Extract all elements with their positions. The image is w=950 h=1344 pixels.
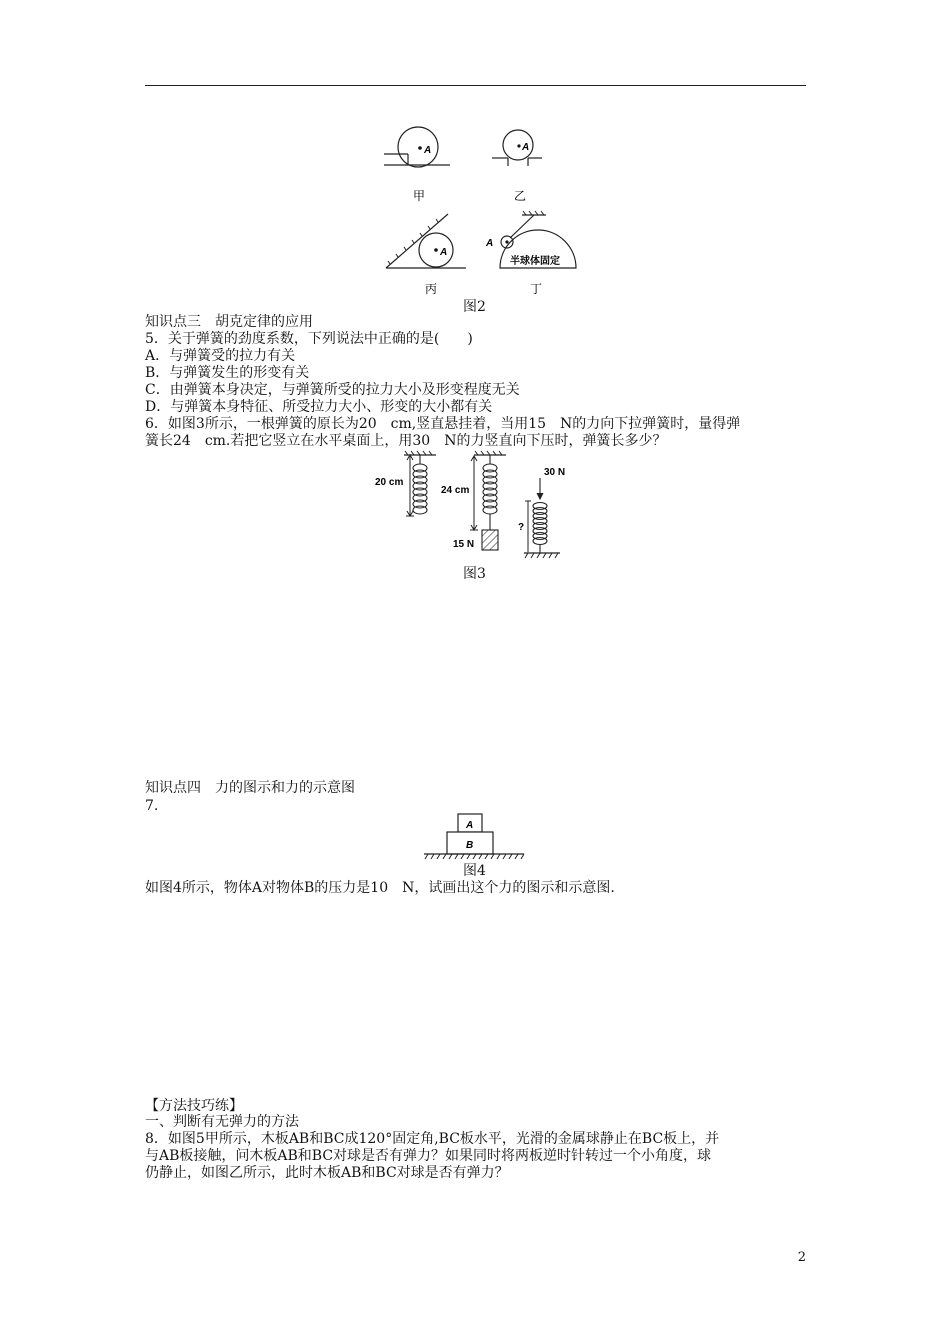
question-6-line-1: 6．如图3所示，一根弹簧的原长为20 cm,竖直悬挂着，当用15 N的力向下拉弹簧时，量得弹	[145, 416, 741, 432]
header-rule	[145, 85, 806, 86]
svg-text:A: A	[522, 142, 530, 153]
svg-text:A: A	[466, 820, 474, 831]
method-heading: 【方法技巧练】	[145, 1098, 243, 1114]
fig4-caption: 图4	[463, 863, 486, 879]
fig3-caption: 图3	[463, 566, 486, 582]
svg-text:20 cm: 20 cm	[375, 477, 404, 488]
method-subheading: 一、判断有无弹力的方法	[145, 1114, 299, 1130]
fig2-ding-diagram	[485, 211, 576, 268]
svg-text:15 N: 15 N	[453, 539, 475, 550]
question-7: 7.	[145, 798, 159, 814]
option-b: B．与弹簧发生的形变有关	[145, 365, 310, 381]
option-d: D．与弹簧本身特征、所受拉力大小、形变的大小都有关	[145, 399, 493, 415]
fig2-label-bing: 丙	[425, 282, 438, 296]
fig2-label-yi: 乙	[514, 189, 527, 203]
svg-text:A: A	[486, 238, 494, 249]
question-6-line-2: 簧长24 cm.若把它竖立在水平桌面上，用30 N的力竖直向下压时，弹簧长多少？	[145, 433, 667, 449]
question-8-line-3: 仍静止，如图乙所示，此时木板AB和BC对球是否有弹力？	[145, 1165, 509, 1181]
fig2-bing-diagram	[386, 214, 466, 268]
fig2-label-jia: 甲	[413, 189, 426, 203]
question-8-line-1: 8．如图5甲所示，木板AB和BC成120°固定角,BC板水平，光滑的金属球静止在BC板上，并	[145, 1131, 720, 1147]
fig2-caption: 图2	[463, 299, 486, 315]
section4-title: 知识点四 力的图示和力的示意图	[145, 780, 355, 796]
fig2-jia-diagram	[384, 127, 450, 167]
section3-title: 知识点三 胡克定律的应用	[145, 314, 313, 330]
fig2-label-ding: 丁	[530, 282, 543, 296]
option-c: C．由弹簧本身决定，与弹簧所受的拉力大小及形变程度无关	[145, 382, 520, 398]
figure-2	[380, 118, 580, 298]
page-number: 2	[797, 1250, 806, 1265]
svg-text:A: A	[440, 247, 448, 258]
figure-3	[370, 450, 580, 565]
svg-text:30 N: 30 N	[544, 467, 566, 478]
svg-text:?: ?	[518, 522, 525, 533]
question-8-line-2: 与AB板接触，问木板AB和BC对球是否有弹力？如果同时将两板逆时针转过一个小角度，球	[145, 1148, 712, 1164]
figure-4	[420, 810, 530, 862]
svg-text:半球体固定: 半球体固定	[510, 256, 560, 267]
option-a: A．与弹簧受的拉力有关	[145, 348, 296, 364]
question-7-text: 如图4所示，物体A对物体B的压力是10 N，试画出这个力的图示和示意图.	[145, 880, 615, 896]
svg-text:B: B	[466, 840, 474, 851]
svg-text:A: A	[424, 145, 432, 156]
svg-text:24 cm: 24 cm	[441, 485, 470, 496]
fig2-yi-diagram	[492, 130, 542, 166]
question-5: 5．关于弹簧的劲度系数，下列说法中正确的是( )	[145, 331, 473, 347]
